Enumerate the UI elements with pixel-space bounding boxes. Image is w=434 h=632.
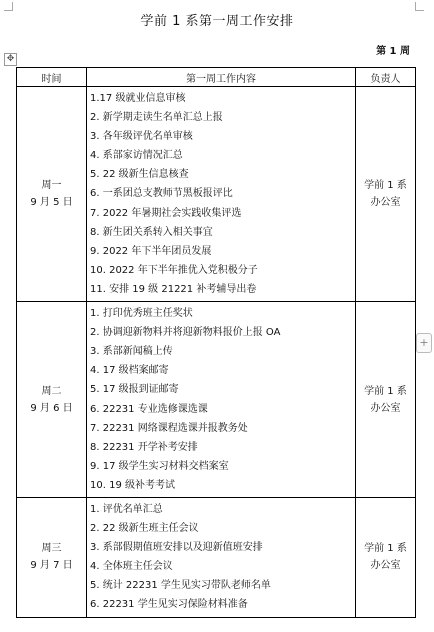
owner-label-line2: 办公室 (370, 197, 401, 209)
task-item: 1.17 级就业信息审核 (90, 93, 186, 104)
tasks-cell (87, 87, 356, 302)
task-item: 3. 系部新闻稿上传 (90, 346, 173, 358)
owner-label-line2: 办公室 (370, 402, 401, 414)
header-content: 第一周工作内容 (87, 68, 356, 87)
task-item: 4. 全体班主任会议 (90, 561, 173, 573)
day-cell (17, 497, 87, 617)
table-row (17, 302, 416, 498)
task-item: 10. 19 级补考考试 (90, 479, 175, 491)
table-header-row (17, 68, 416, 87)
task-item: 1. 评优名单汇总 (90, 503, 163, 515)
task-item: 6. 22231 学生见实习保险材料准备 (90, 599, 248, 611)
task-item: 9. 17 级学生实习材料交档案室 (90, 460, 229, 472)
task-item: 4. 系部家访情况汇总 (90, 150, 183, 162)
task-item: 8. 新生团关系转入相关事宜 (90, 226, 213, 238)
owner-cell (356, 497, 416, 617)
owner-label: 学前 1 系 (364, 543, 407, 555)
move-handle-icon[interactable]: ✥ (4, 53, 17, 66)
plus-icon[interactable]: + (416, 333, 432, 353)
task-item: 9. 2022 年下半年团员发展 (90, 245, 212, 257)
date-label: 9 月 5 日 (30, 197, 73, 209)
task-item: 8. 22231 开学补考安排 (90, 441, 198, 453)
owner-cell (356, 302, 416, 498)
task-item: 11. 安排 19 级 21221 补考辅导出卷 (90, 283, 257, 295)
header-owner: 负责人 (356, 68, 416, 87)
owner-label: 学前 1 系 (364, 385, 407, 397)
task-item: 5. 22 级新生信息核查 (90, 169, 189, 181)
task-item: 1. 打印优秀班主任奖状 (90, 308, 193, 320)
date-label: 9 月 7 日 (30, 560, 73, 572)
day-label: 周三 (41, 543, 62, 555)
date-label: 9 月 6 日 (30, 402, 73, 414)
owner-label-line2: 办公室 (370, 560, 401, 572)
document-title: 学前 1 系第一周工作安排 (140, 14, 294, 29)
task-item: 7. 22231 网络课程选课并报教务处 (90, 422, 248, 434)
task-item: 2. 新学期走读生名单汇总上报 (90, 112, 223, 124)
table-row (17, 87, 416, 302)
day-cell (17, 302, 87, 498)
day-label: 周一 (41, 180, 62, 192)
task-item: 6. 一系团总支教师节黑板报评比 (90, 188, 233, 200)
task-item: 5. 统计 22231 学生见实习带队老师名单 (90, 580, 271, 592)
task-item: 6. 22231 专业选修课选课 (90, 403, 208, 415)
owner-cell (356, 87, 416, 302)
task-item: 3. 各年级评优名单审核 (90, 131, 193, 143)
task-item: 4. 17 级档案邮寄 (90, 365, 169, 377)
task-item: 2. 22 级新生班主任会议 (90, 523, 199, 535)
day-label: 周二 (41, 385, 62, 397)
tasks-cell (87, 302, 356, 498)
schedule-table (16, 67, 416, 618)
owner-label: 学前 1 系 (364, 180, 407, 192)
day-cell (17, 87, 87, 302)
tasks-cell (87, 497, 356, 617)
table-row (17, 497, 416, 617)
header-time: 时间 (17, 68, 87, 87)
task-item: 5. 17 级报到证邮寄 (90, 384, 179, 396)
task-item: 10. 2022 年下半年推优入党积极分子 (90, 264, 258, 276)
week-label: 第 1 周 (376, 46, 410, 57)
task-item: 2. 协调迎新物料并将迎新物料报价上报 OA (90, 327, 281, 339)
task-item: 7. 2022 年暑期社会实践收集评选 (90, 207, 242, 219)
task-item: 3. 系部假期值班安排以及迎新值班安排 (90, 542, 263, 554)
